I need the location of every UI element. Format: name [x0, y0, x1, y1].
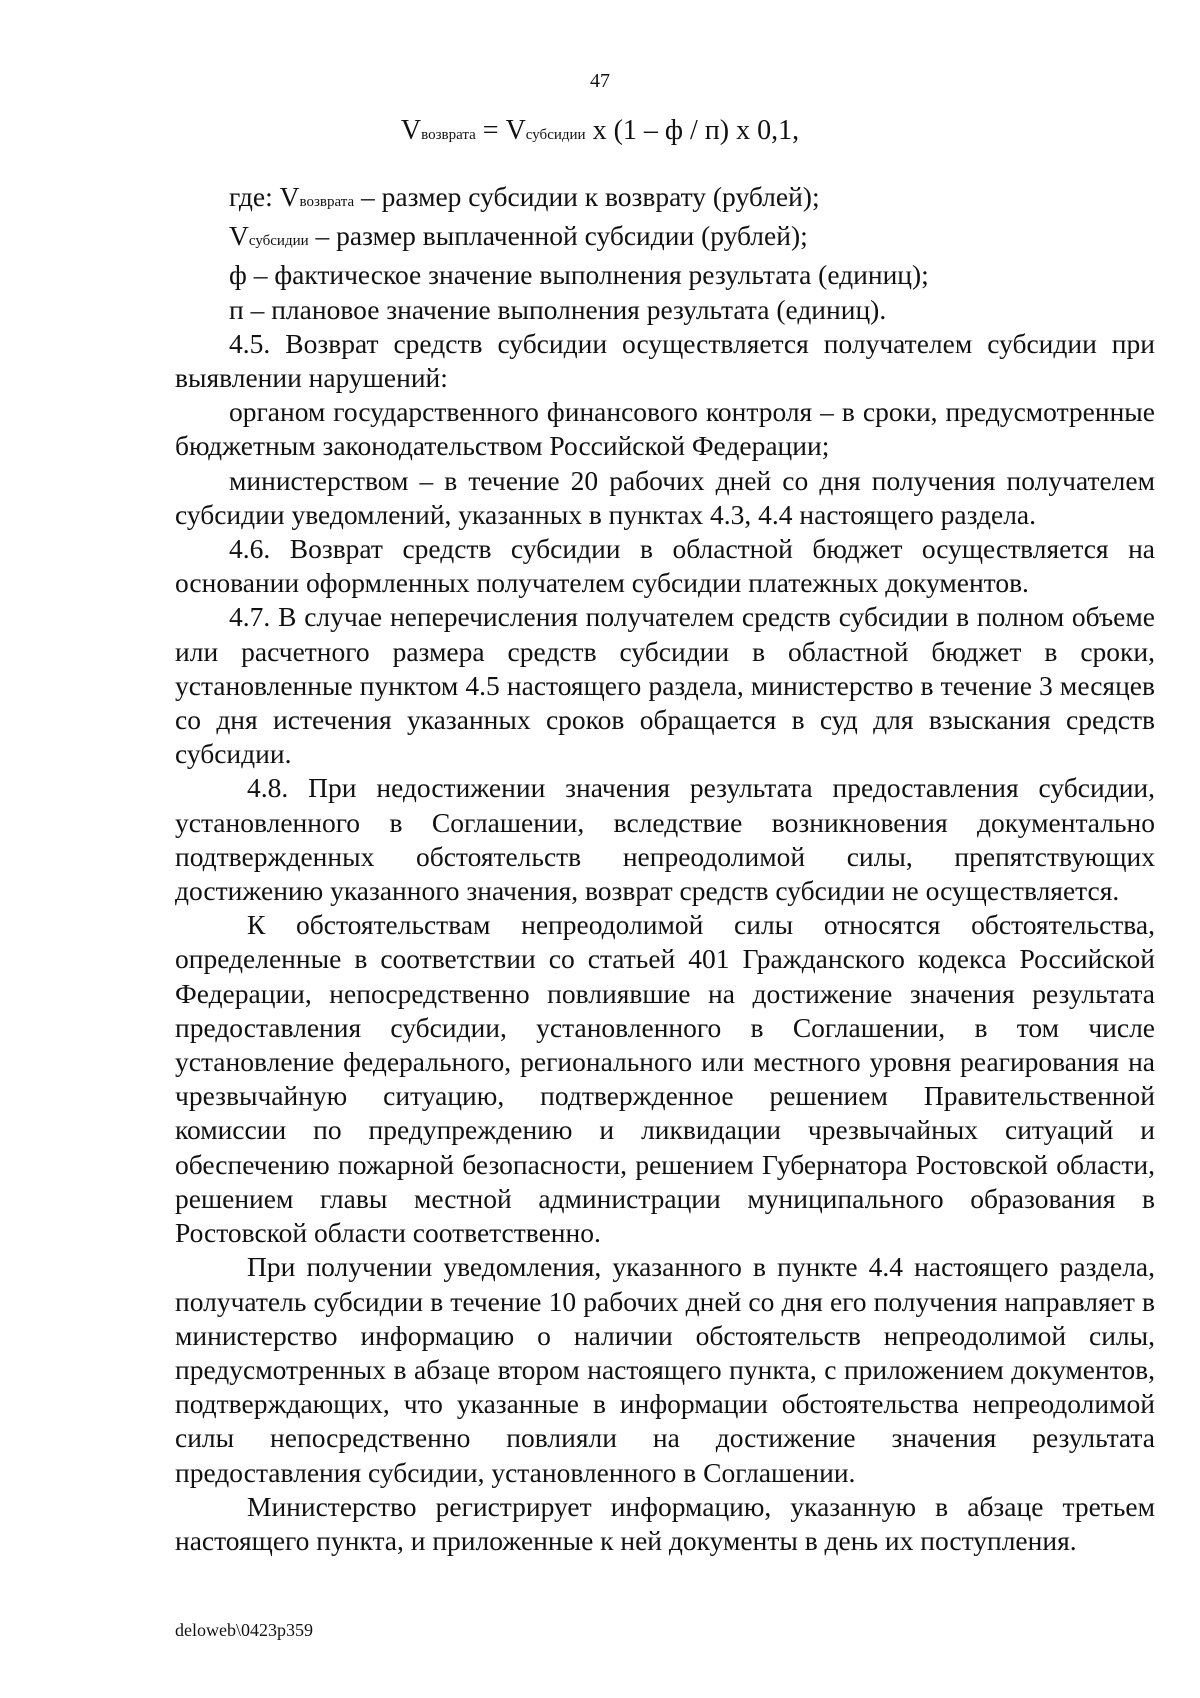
paragraph-4-8: 4.8. При недостижении значения результата предоставления субсидии, установленного в Соглашении, вследствие возникновения документально подтвержденных обстоятельств непреодолимой силы, препятствующих достижению указанного значения, возврат средств субсидии не осуществляется. — [175, 772, 1155, 907]
paragraph-registration: Министерство регистрирует информацию, указанную в абзаце третьем настоящего пункта, и приложенные к ней документы в день их поступления. — [175, 1490, 1155, 1556]
paragraph-4-5-control-body: органом государственного финансового контроля – в сроки, предусмотренные бюджетным законодательством Российской Федерации; — [175, 396, 1155, 462]
definition-v-return-text: – размер субсидии к возврату (рублей); — [354, 181, 820, 212]
definition-fact: ф – фактическое значение выполнения результата (единиц); — [229, 259, 929, 291]
document-body — [175, 180, 1155, 1558]
definition-v-return-subscript: возврата — [299, 194, 355, 210]
definition-v-subsidy-subscript: субсидии — [248, 233, 309, 250]
paragraph-notice: При получении уведомления, указанного в пункте 4.4 настоящего раздела, получатель субсидии в течение 10 рабочих дней со дня его получения направляет в министерство информацию о наличии обстоятельств непреодолимой силы, предусмотренных в абзаце втором настоящего пункта, с приложением документов, подтверждающих, что указанные в информации обстоятельства непреодолимой силы непосредственно повлияли на достижение значения результата предоставления субсидии, установленного в Соглашении. — [175, 1251, 1155, 1488]
definition-v-subsidy-prefix: V — [229, 220, 249, 252]
page-number: 47 — [590, 70, 610, 92]
paragraph-4-7: 4.7. В случае неперечисления получателем средств субсидии в полном объеме или расчетного размера средств субсидии в областной бюджет в сроки, установленные пунктом 4.5 настоящего раздела, министерство в течение 3 месяцев со дня истечения указанных сроков обращается в суд для взыскания средств субсидии. — [175, 601, 1155, 770]
formula-v-subsidy: V — [505, 115, 526, 146]
formula-v-return-subscript: возврата — [421, 127, 476, 143]
definition-v-subsidy-text: – размер выплаченной субсидии (рублей); — [308, 220, 808, 252]
formula-v-return: V — [400, 115, 422, 146]
paragraph-4-5: 4.5. Возврат средств субсидии осуществляется получателем субсидии при выявлении нарушений: — [175, 327, 1155, 394]
definition-v-return-prefix: где: V — [229, 181, 300, 212]
paragraph-force-majeure: К обстоятельствам непреодолимой силы относятся обстоятельства, определенные в соответствии со статьей 401 Гражданского кодекса Российской Федерации, непосредственно повлиявшие на достижение значения результата предоставления субсидии, установленного в Соглашении, в том числе установление федерального, регионального или местного уровня реагирования на чрезвычайную ситуацию, подтвержденное решением Правительственной комиссии по предупреждению и ликвидации чрезвычайных ситуаций и обеспечению пожарной безопасности, решением Губернатора Ростовской области, решением главы местной администрации муниципального образования в Ростовской области соответственно. — [175, 909, 1155, 1249]
definition-plan: п – плановое значение выполнения результата (единиц). — [229, 293, 887, 325]
formula-rest: x (1 – ф / п) x 0,1, — [585, 115, 800, 146]
formula-v-subsidy-subscript: субсидии — [525, 127, 586, 143]
footer-document-code: deloweb\0423p359 — [175, 1620, 313, 1640]
paragraph-4-5-ministry: министерством – в течение 20 рабочих дней со дня получения получателем субсидии уведомлений, указанных в пунктах 4.3, 4.4 настоящего раздела. — [175, 464, 1155, 530]
paragraph-4-6: 4.6. Возврат средств субсидии в областной бюджет осуществляется на основании оформленных получателем субсидии платежных документов. — [175, 533, 1155, 599]
return-formula — [0, 115, 1200, 147]
formula-equals: = — [475, 115, 506, 146]
definition-v-subsidy — [175, 219, 1155, 258]
definition-v-return — [175, 180, 1155, 219]
